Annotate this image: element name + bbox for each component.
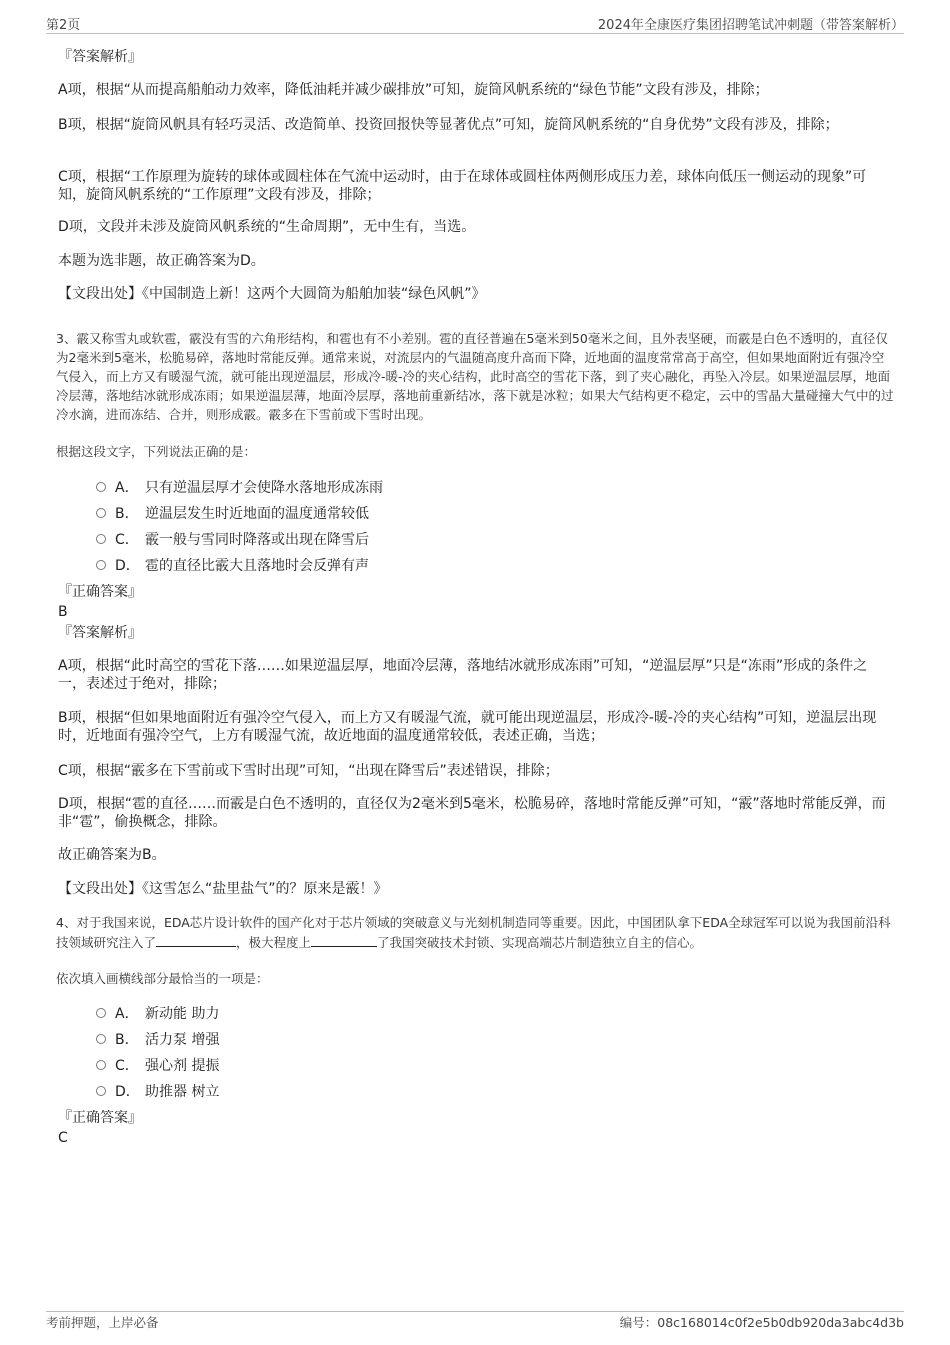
footer-slogan: 考前押题，上岸必备 bbox=[46, 1315, 159, 1330]
q2-conclusion: 本题为选非题，故正确答案为D。 bbox=[58, 253, 265, 269]
option-text: 活力泵 增强 bbox=[145, 1032, 220, 1048]
radio-icon[interactable] bbox=[96, 482, 106, 492]
option-key: C． bbox=[115, 532, 139, 548]
q4-option-d[interactable] bbox=[96, 1083, 219, 1101]
option-key: D． bbox=[115, 1084, 140, 1100]
q3-analysis-c: C项，根据“霰多在下雪前或下雪时出现”可知，“出现在降雪后”表述错误，排除； bbox=[58, 763, 559, 779]
q4-option-c[interactable] bbox=[96, 1057, 219, 1075]
q3-analysis-b: B项，根据“但如果地面附近有强冷空气侵入，而上方又有暖湿气流，就可能出现逆温层，形成冷-暖-冷的夹心结构”可知，逆温层出现时，近地面有强冷空气，上方有暖湿气流，故近地面的温度通常较低，表述正确，当选； bbox=[58, 710, 877, 744]
page-number: 第2页 bbox=[46, 18, 81, 33]
radio-icon[interactable] bbox=[96, 534, 106, 544]
option-key: D． bbox=[115, 558, 140, 574]
option-key: A． bbox=[115, 1006, 139, 1022]
option-key: B． bbox=[115, 1032, 139, 1048]
q3-answer-label: 『正确答案』 bbox=[58, 584, 142, 600]
option-text: 霰一般与雪同时降落或出现在降雪后 bbox=[145, 532, 369, 548]
q3-option-c[interactable] bbox=[96, 531, 369, 549]
q4-passage-part2: ，极大程度上 bbox=[236, 935, 312, 950]
q3-option-a[interactable] bbox=[96, 479, 383, 497]
page-footer bbox=[46, 1313, 904, 1331]
q3-analysis-label: 『答案解析』 bbox=[58, 625, 142, 641]
q2-analysis-a: A项，根据“从而提高船舶动力效率，降低油耗并减少碳排放”可知，旋筒风帆系统的“绿色节能”文段有涉及，排除； bbox=[58, 82, 769, 98]
option-text: 只有逆温层厚才会使降水落地形成冻雨 bbox=[145, 480, 383, 496]
q3-passage: 3、霰又称雪丸或软雹，霰没有雪的六角形结构，和雹也有不小差别。雹的直径普遍在5毫米到50毫米之间，且外表坚硬，而霰是白色不透明的，直径仅为2毫米到5毫米，松脆易碎，落地时常能反弹。通常来说，对流层内的气温随高度升高而下降，近地面的温度常常高于高空，但如果地面附近有强冷空气侵入，而上方又有暖湿气流，就可能出现逆温层，形成冷-暖-冷的夹心结构，此时高空的雪花下落，到了夹心融化，再坠入冷层。如果逆温层厚，地面冷层薄，落地结冰就形成冻雨；如果逆温层薄，地面冷层厚，落地前重新结冰，落下就是冰粒；如果大气结构更不稳定，云中的雪晶大量碰撞大气中的过冷水滴，进而冻结、合并，则形成霰。霰多在下雪前或下雪时出现。 bbox=[56, 331, 894, 422]
document-code: 编号：08c168014c0f2e5b0db920da3abc4d3b bbox=[619, 1315, 904, 1330]
radio-icon[interactable] bbox=[96, 1060, 106, 1070]
q4-passage-part1: 4、对于我国来说，EDA芯片设计软件的国产化对于芯片领域的突破意义与光刻机制造同等重要。因此，中国团队拿下EDA全球冠军可以说为我国前沿科技领域研究注入了 bbox=[56, 915, 891, 950]
q4-answer: C bbox=[58, 1130, 68, 1146]
radio-icon[interactable] bbox=[96, 560, 106, 570]
q3-conclusion: 故正确答案为B。 bbox=[58, 847, 166, 863]
q2-analysis-label: 『答案解析』 bbox=[58, 49, 142, 65]
q2-analysis-d: D项，文段并未涉及旋筒风帆系统的“生命周期”，无中生有，当选。 bbox=[58, 219, 476, 235]
option-text: 逆温层发生时近地面的温度通常较低 bbox=[145, 506, 369, 522]
q4-answer-label: 『正确答案』 bbox=[58, 1110, 142, 1126]
q3-option-b[interactable] bbox=[96, 505, 369, 523]
option-text: 助推器 树立 bbox=[145, 1084, 220, 1100]
q2-analysis-b: B项，根据“旋筒风帆具有轻巧灵活、改造简单、投资回报快等显著优点”可知，旋筒风帆系统的“自身优势”文段有涉及，排除； bbox=[58, 117, 839, 133]
q3-answer: B bbox=[58, 604, 68, 620]
option-key: C． bbox=[115, 1058, 139, 1074]
q3-analysis-d: D项，根据“雹的直径……而霰是白色不透明的，直径仅为2毫米到5毫米，松脆易碎，落地时常能反弹”可知，“霰”落地时常能反弹，而非“雹”，偷换概念，排除。 bbox=[58, 796, 886, 830]
q4-passage bbox=[56, 913, 896, 952]
q4-blank-1 bbox=[156, 932, 236, 947]
q3-option-d[interactable] bbox=[96, 557, 369, 575]
q4-blank-2 bbox=[311, 932, 377, 947]
q4-option-b[interactable] bbox=[96, 1031, 219, 1049]
q4-passage-part3: 了我国突破技术封锁、实现高端芯片制造独立自主的信心。 bbox=[377, 935, 703, 950]
option-text: 新动能 助力 bbox=[145, 1006, 220, 1022]
option-text: 强心剂 提振 bbox=[145, 1058, 220, 1074]
q3-analysis-a: A项，根据“此时高空的雪花下落……如果逆温层厚，地面冷层薄，落地结冰就形成冻雨”可知，“逆温层厚”只是“冻雨”形成的条件之一，表述过于绝对，排除； bbox=[58, 658, 868, 692]
radio-icon[interactable] bbox=[96, 508, 106, 518]
q4-option-a[interactable] bbox=[96, 1005, 219, 1023]
page-header bbox=[46, 14, 904, 34]
option-key: A． bbox=[115, 480, 139, 496]
option-key: B． bbox=[115, 506, 139, 522]
q2-analysis-c: C项，根据“工作原理为旋转的球体或圆柱体在气流中运动时，由于在球体或圆柱体两侧形成压力差，球体向低压一侧运动的现象”可知，旋筒风帆系统的“工作原理”文段有涉及，排除； bbox=[58, 169, 867, 203]
footer-divider bbox=[46, 1311, 904, 1312]
q3-prompt: 根据这段文字，下列说法正确的是： bbox=[56, 444, 257, 459]
radio-icon[interactable] bbox=[96, 1034, 106, 1044]
radio-icon[interactable] bbox=[96, 1008, 106, 1018]
radio-icon[interactable] bbox=[96, 1086, 106, 1096]
option-text: 雹的直径比霰大且落地时会反弹有声 bbox=[145, 558, 369, 574]
document-title: 2024年全康医疗集团招聘笔试冲刺题（带答案解析） bbox=[597, 18, 904, 33]
q2-source: 【文段出处】《中国制造上新！这两个大圆筒为船舶加装“绿色风帆”》 bbox=[58, 286, 486, 302]
header-divider bbox=[46, 33, 904, 34]
q3-source: 【文段出处】《这雪怎么“盐里盐气”的？原来是霰！》 bbox=[58, 881, 388, 897]
q4-prompt: 依次填入画横线部分最恰当的一项是： bbox=[56, 971, 269, 986]
